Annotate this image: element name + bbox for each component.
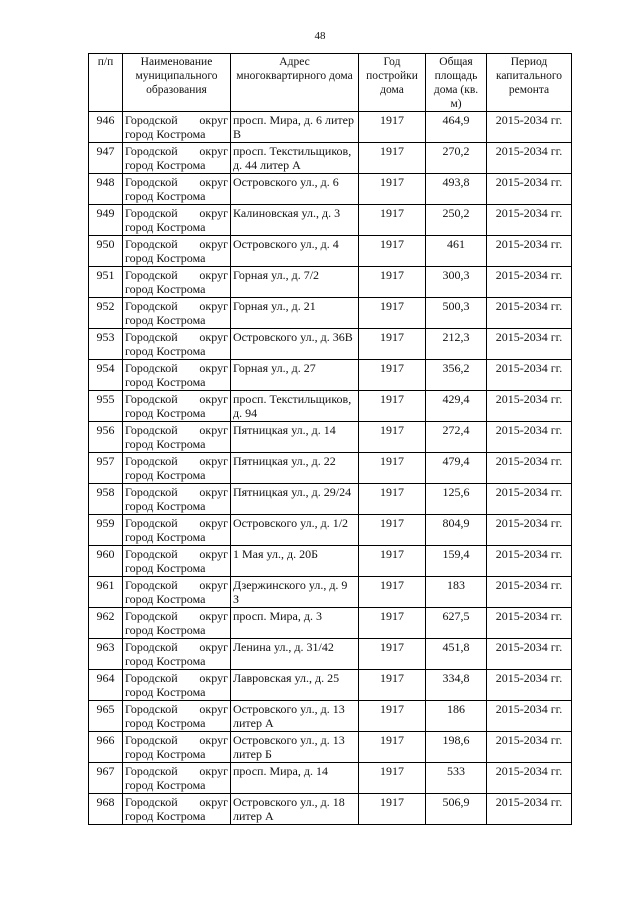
row-build-year: 1917 [359, 701, 426, 732]
row-build-year: 1917 [359, 453, 426, 484]
municipality-line-1: Городской округ [125, 578, 228, 592]
header-period: Период капитального ремонта [487, 54, 572, 112]
table-row [89, 608, 572, 639]
table-body [89, 112, 572, 825]
municipality-line-1: Городской округ [125, 640, 228, 654]
row-repair-period: 2015-2034 гг. [487, 236, 572, 267]
table-row [89, 422, 572, 453]
row-total-area: 506,9 [426, 794, 487, 825]
table-row [89, 267, 572, 298]
row-total-area: 300,3 [426, 267, 487, 298]
row-total-area: 464,9 [426, 112, 487, 143]
row-total-area: 429,4 [426, 391, 487, 422]
row-total-area: 125,6 [426, 484, 487, 515]
row-build-year: 1917 [359, 515, 426, 546]
row-number: 947 [89, 143, 123, 174]
table-row [89, 794, 572, 825]
row-address: просп. Мира, д. 6 литер В [231, 112, 359, 143]
municipality-line-2: город Кострома [125, 189, 206, 203]
row-total-area: 186 [426, 701, 487, 732]
table-row [89, 298, 572, 329]
row-total-area: 212,3 [426, 329, 487, 360]
table-row [89, 205, 572, 236]
row-number: 967 [89, 763, 123, 794]
municipality-line-1: Городской округ [125, 423, 228, 437]
row-total-area: 500,3 [426, 298, 487, 329]
row-total-area: 250,2 [426, 205, 487, 236]
table-row [89, 484, 572, 515]
row-build-year: 1917 [359, 763, 426, 794]
row-number: 955 [89, 391, 123, 422]
row-number: 952 [89, 298, 123, 329]
row-repair-period: 2015-2034 гг. [487, 453, 572, 484]
row-build-year: 1917 [359, 484, 426, 515]
row-address: 1 Мая ул., д. 20Б [231, 546, 359, 577]
table-row [89, 143, 572, 174]
row-address: Ленина ул., д. 31/42 [231, 639, 359, 670]
row-address: Горная ул., д. 27 [231, 360, 359, 391]
municipality-line-1: Городской округ [125, 206, 228, 220]
municipality-line-2: город Кострома [125, 251, 206, 265]
row-number: 951 [89, 267, 123, 298]
row-total-area: 183 [426, 577, 487, 608]
row-build-year: 1917 [359, 577, 426, 608]
row-number: 958 [89, 484, 123, 515]
municipality-line-1: Городской округ [125, 268, 228, 282]
row-build-year: 1917 [359, 267, 426, 298]
row-number: 968 [89, 794, 123, 825]
row-total-area: 804,9 [426, 515, 487, 546]
municipality-line-2: город Кострома [125, 375, 206, 389]
row-build-year: 1917 [359, 329, 426, 360]
row-total-area: 272,4 [426, 422, 487, 453]
row-address: просп. Мира, д. 14 [231, 763, 359, 794]
header-year: Год постройки дома [359, 54, 426, 112]
row-total-area: 627,5 [426, 608, 487, 639]
row-municipality [123, 608, 231, 639]
housing-registry-table [88, 53, 572, 825]
municipality-line-1: Городской округ [125, 547, 228, 561]
table-row [89, 515, 572, 546]
table-row [89, 174, 572, 205]
row-total-area: 493,8 [426, 174, 487, 205]
row-repair-period: 2015-2034 гг. [487, 546, 572, 577]
row-municipality [123, 639, 231, 670]
table-row [89, 329, 572, 360]
table-row [89, 577, 572, 608]
row-municipality [123, 794, 231, 825]
municipality-line-1: Городской округ [125, 392, 228, 406]
row-address: просп. Текстильщиков, д. 44 литер А [231, 143, 359, 174]
municipality-line-2: город Кострома [125, 685, 206, 699]
row-total-area: 270,2 [426, 143, 487, 174]
row-municipality [123, 236, 231, 267]
table-row [89, 701, 572, 732]
row-repair-period: 2015-2034 гг. [487, 577, 572, 608]
row-municipality [123, 515, 231, 546]
row-total-area: 159,4 [426, 546, 487, 577]
table-row [89, 112, 572, 143]
row-address: Пятницкая ул., д. 22 [231, 453, 359, 484]
municipality-line-2: город Кострома [125, 127, 206, 141]
row-address: Островского ул., д. 6 [231, 174, 359, 205]
row-number: 953 [89, 329, 123, 360]
municipality-line-1: Городской округ [125, 144, 228, 158]
row-municipality [123, 329, 231, 360]
municipality-line-1: Городской округ [125, 764, 228, 778]
municipality-line-1: Городской округ [125, 361, 228, 375]
municipality-line-1: Городской округ [125, 702, 228, 716]
row-repair-period: 2015-2034 гг. [487, 112, 572, 143]
row-number: 964 [89, 670, 123, 701]
municipality-line-2: город Кострома [125, 437, 206, 451]
municipality-line-2: город Кострома [125, 282, 206, 296]
municipality-line-2: город Кострома [125, 158, 206, 172]
row-address: Дзержинского ул., д. 9 З [231, 577, 359, 608]
row-number: 949 [89, 205, 123, 236]
row-number: 966 [89, 732, 123, 763]
row-total-area: 198,6 [426, 732, 487, 763]
municipality-line-2: город Кострома [125, 592, 206, 606]
row-repair-period: 2015-2034 гг. [487, 391, 572, 422]
row-repair-period: 2015-2034 гг. [487, 205, 572, 236]
row-build-year: 1917 [359, 639, 426, 670]
row-repair-period: 2015-2034 гг. [487, 298, 572, 329]
row-number: 954 [89, 360, 123, 391]
municipality-line-1: Городской округ [125, 113, 228, 127]
row-total-area: 533 [426, 763, 487, 794]
row-municipality [123, 143, 231, 174]
row-number: 946 [89, 112, 123, 143]
row-address: Островского ул., д. 18 литер А [231, 794, 359, 825]
municipality-line-2: город Кострома [125, 623, 206, 637]
row-build-year: 1917 [359, 794, 426, 825]
municipality-line-1: Городской округ [125, 609, 228, 623]
table-row [89, 763, 572, 794]
row-municipality [123, 298, 231, 329]
row-repair-period: 2015-2034 гг. [487, 143, 572, 174]
row-repair-period: 2015-2034 гг. [487, 267, 572, 298]
municipality-line-2: город Кострома [125, 809, 206, 823]
header-municipality: Наименование муниципального образования [123, 54, 231, 112]
table-row [89, 453, 572, 484]
row-build-year: 1917 [359, 112, 426, 143]
header-num: п/п [89, 54, 123, 112]
row-municipality [123, 391, 231, 422]
municipality-line-1: Городской округ [125, 237, 228, 251]
table-row [89, 639, 572, 670]
row-repair-period: 2015-2034 гг. [487, 670, 572, 701]
row-number: 956 [89, 422, 123, 453]
row-municipality [123, 763, 231, 794]
row-municipality [123, 205, 231, 236]
row-repair-period: 2015-2034 гг. [487, 515, 572, 546]
table-row [89, 732, 572, 763]
row-address: Островского ул., д. 4 [231, 236, 359, 267]
row-address: Пятницкая ул., д. 29/24 [231, 484, 359, 515]
row-address: Островского ул., д. 36В [231, 329, 359, 360]
municipality-line-2: город Кострома [125, 499, 206, 513]
municipality-line-2: город Кострома [125, 313, 206, 327]
row-build-year: 1917 [359, 236, 426, 267]
row-total-area: 461 [426, 236, 487, 267]
row-address: просп. Мира, д. 3 [231, 608, 359, 639]
header-area: Общая площадь дома (кв. м) [426, 54, 487, 112]
row-repair-period: 2015-2034 гг. [487, 329, 572, 360]
municipality-line-2: город Кострома [125, 530, 206, 544]
row-address: Островского ул., д. 13 литер Б [231, 732, 359, 763]
table-header-row [89, 54, 572, 112]
row-build-year: 1917 [359, 298, 426, 329]
row-address: просп. Текстильщиков, д. 94 [231, 391, 359, 422]
municipality-line-1: Городской округ [125, 733, 228, 747]
row-municipality [123, 453, 231, 484]
row-number: 963 [89, 639, 123, 670]
municipality-line-2: город Кострома [125, 220, 206, 234]
row-municipality [123, 112, 231, 143]
row-repair-period: 2015-2034 гг. [487, 360, 572, 391]
row-build-year: 1917 [359, 422, 426, 453]
municipality-line-1: Городской округ [125, 454, 228, 468]
municipality-line-1: Городской округ [125, 516, 228, 530]
row-number: 948 [89, 174, 123, 205]
table-row [89, 546, 572, 577]
row-municipality [123, 577, 231, 608]
municipality-line-2: город Кострома [125, 716, 206, 730]
row-total-area: 479,4 [426, 453, 487, 484]
row-municipality [123, 360, 231, 391]
row-total-area: 451,8 [426, 639, 487, 670]
table-row [89, 391, 572, 422]
row-number: 950 [89, 236, 123, 267]
row-build-year: 1917 [359, 143, 426, 174]
municipality-line-2: город Кострома [125, 344, 206, 358]
row-municipality [123, 174, 231, 205]
table-row [89, 236, 572, 267]
row-total-area: 334,8 [426, 670, 487, 701]
row-address: Горная ул., д. 21 [231, 298, 359, 329]
row-build-year: 1917 [359, 608, 426, 639]
row-number: 962 [89, 608, 123, 639]
row-municipality [123, 732, 231, 763]
row-municipality [123, 670, 231, 701]
row-address: Островского ул., д. 13 литер А [231, 701, 359, 732]
row-number: 960 [89, 546, 123, 577]
row-number: 961 [89, 577, 123, 608]
municipality-line-2: город Кострома [125, 406, 206, 420]
row-total-area: 356,2 [426, 360, 487, 391]
page-number: 48 [314, 30, 326, 42]
municipality-line-1: Городской округ [125, 485, 228, 499]
row-repair-period: 2015-2034 гг. [487, 763, 572, 794]
row-repair-period: 2015-2034 гг. [487, 608, 572, 639]
row-repair-period: 2015-2034 гг. [487, 701, 572, 732]
row-build-year: 1917 [359, 670, 426, 701]
municipality-line-2: город Кострома [125, 561, 206, 575]
municipality-line-1: Городской округ [125, 795, 228, 809]
municipality-line-2: город Кострома [125, 778, 206, 792]
municipality-line-2: город Кострома [125, 654, 206, 668]
municipality-line-2: город Кострома [125, 747, 206, 761]
municipality-line-1: Городской округ [125, 175, 228, 189]
row-repair-period: 2015-2034 гг. [487, 732, 572, 763]
row-address: Лавровская ул., д. 25 [231, 670, 359, 701]
row-address: Островского ул., д. 1/2 [231, 515, 359, 546]
row-address: Горная ул., д. 7/2 [231, 267, 359, 298]
row-number: 965 [89, 701, 123, 732]
row-build-year: 1917 [359, 732, 426, 763]
row-repair-period: 2015-2034 гг. [487, 794, 572, 825]
row-build-year: 1917 [359, 360, 426, 391]
row-build-year: 1917 [359, 174, 426, 205]
header-address: Адрес многоквартирного дома [231, 54, 359, 112]
table-row [89, 360, 572, 391]
row-municipality [123, 701, 231, 732]
row-address: Калиновская ул., д. 3 [231, 205, 359, 236]
row-number: 959 [89, 515, 123, 546]
row-municipality [123, 546, 231, 577]
row-municipality [123, 484, 231, 515]
row-build-year: 1917 [359, 205, 426, 236]
row-build-year: 1917 [359, 391, 426, 422]
table-row [89, 670, 572, 701]
municipality-line-1: Городской округ [125, 299, 228, 313]
row-repair-period: 2015-2034 гг. [487, 422, 572, 453]
row-address: Пятницкая ул., д. 14 [231, 422, 359, 453]
row-number: 957 [89, 453, 123, 484]
row-repair-period: 2015-2034 гг. [487, 484, 572, 515]
row-municipality [123, 267, 231, 298]
row-build-year: 1917 [359, 546, 426, 577]
municipality-line-1: Городской округ [125, 330, 228, 344]
municipality-line-1: Городской округ [125, 671, 228, 685]
municipality-line-2: город Кострома [125, 468, 206, 482]
row-repair-period: 2015-2034 гг. [487, 174, 572, 205]
row-repair-period: 2015-2034 гг. [487, 639, 572, 670]
row-municipality [123, 422, 231, 453]
